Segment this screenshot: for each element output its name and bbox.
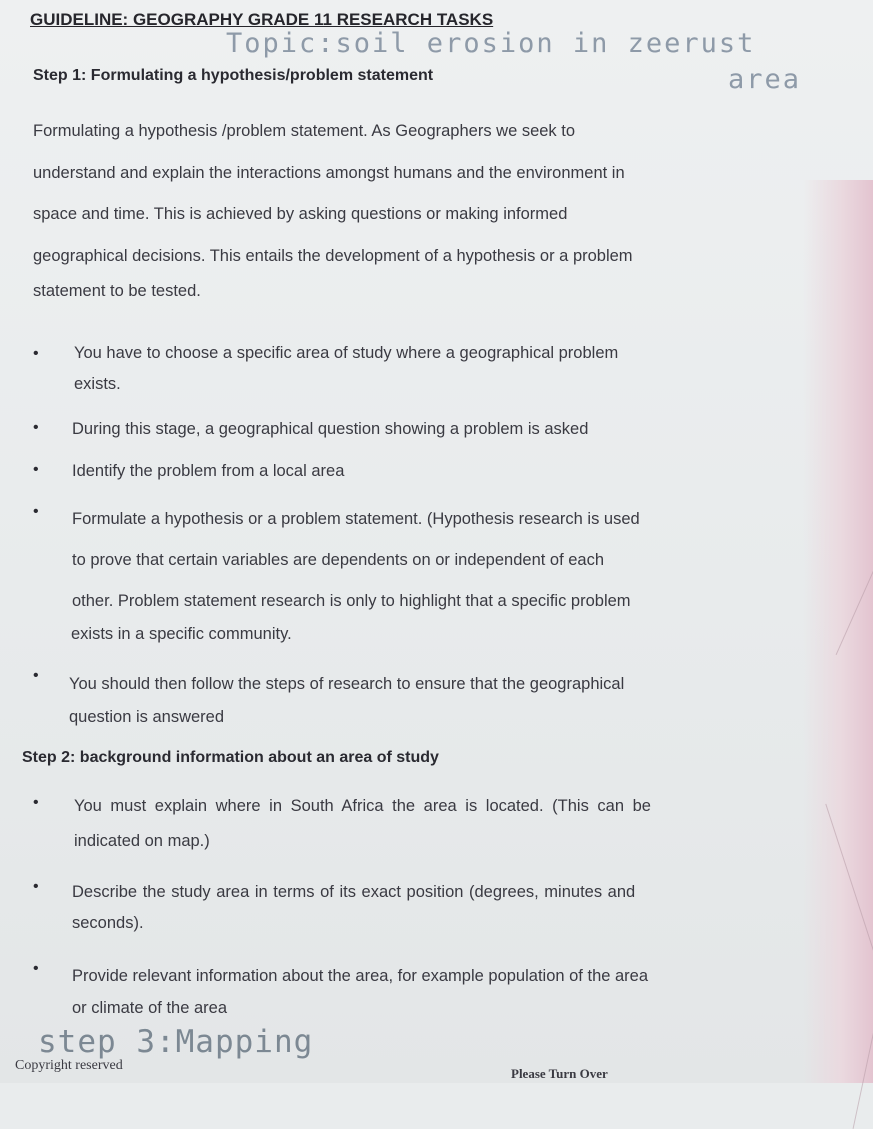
bullet-marker: • [33, 461, 39, 478]
copyright-footer: Copyright reserved [15, 1058, 123, 1073]
bullet-marker: • [33, 878, 39, 895]
list-item-continued: or climate of the area [72, 999, 227, 1017]
list-item: Provide relevant information about the area, for example population of the area [72, 967, 649, 985]
bullet-marker: • [33, 503, 39, 520]
list-item: You must explain where in South Africa the area is located. (This can be [74, 797, 651, 815]
edge-mark [853, 1021, 873, 1129]
list-item: During this stage, a geographical question showing a problem is asked [72, 420, 589, 438]
bullet-marker: • [33, 419, 39, 436]
page-title: GUIDELINE: GEOGRAPHY GRADE 11 RESEARCH TASKS [30, 10, 494, 29]
list-item-continued: indicated on map.) [74, 832, 210, 850]
edge-mark [836, 545, 873, 655]
list-item: Describe the study area in terms of its exact position (degrees, minutes and [72, 883, 636, 901]
step1-paragraph-line: statement to be tested. [33, 282, 201, 300]
list-item-continued: other. Problem statement research is only to highlight that a specific problem [72, 592, 631, 610]
step1-paragraph-line: Formulating a hypothesis /problem statement. As Geographers we seek to [33, 122, 576, 140]
list-item: You have to choose a specific area of study where a geographical problem [74, 344, 619, 362]
handwritten-topic: Topic:soil erosion in zeerust [226, 28, 756, 59]
page-edge-shadow [803, 180, 873, 1083]
step1-paragraph-line: space and time. This is achieved by asking questions or making informed [33, 205, 568, 223]
bullet-marker: • [33, 960, 39, 977]
list-item: You should then follow the steps of research to ensure that the geographical [69, 675, 625, 693]
list-item-continued: exists in a specific community. [71, 625, 292, 643]
list-item: Identify the problem from a local area [72, 462, 345, 480]
list-item-continued: to prove that certain variables are dependents on or independent of each [72, 551, 605, 569]
list-item-continued: exists. [74, 375, 121, 393]
step1-paragraph-line: geographical decisions. This entails the development of a hypothesis or a problem [33, 247, 633, 265]
list-item-continued: seconds). [72, 914, 144, 932]
handwritten-step3: step 3:Mapping [38, 1024, 314, 1060]
step2-heading: Step 2: background information about an area of study [22, 749, 439, 766]
edge-mark [825, 804, 873, 956]
list-item-continued: question is answered [69, 708, 225, 726]
handwritten-topic-continued: area [728, 64, 802, 95]
bullet-marker: • [33, 667, 39, 684]
bullet-marker: • [33, 345, 39, 362]
bullet-marker: • [33, 794, 39, 811]
list-item: Formulate a hypothesis or a problem statement. (Hypothesis research is used [72, 510, 640, 528]
page-turn-footer: Please Turn Over [511, 1066, 608, 1081]
step1-paragraph-line: understand and explain the interactions amongst humans and the environment in [33, 164, 625, 182]
step1-heading: Step 1: Formulating a hypothesis/problem statement [33, 67, 434, 84]
